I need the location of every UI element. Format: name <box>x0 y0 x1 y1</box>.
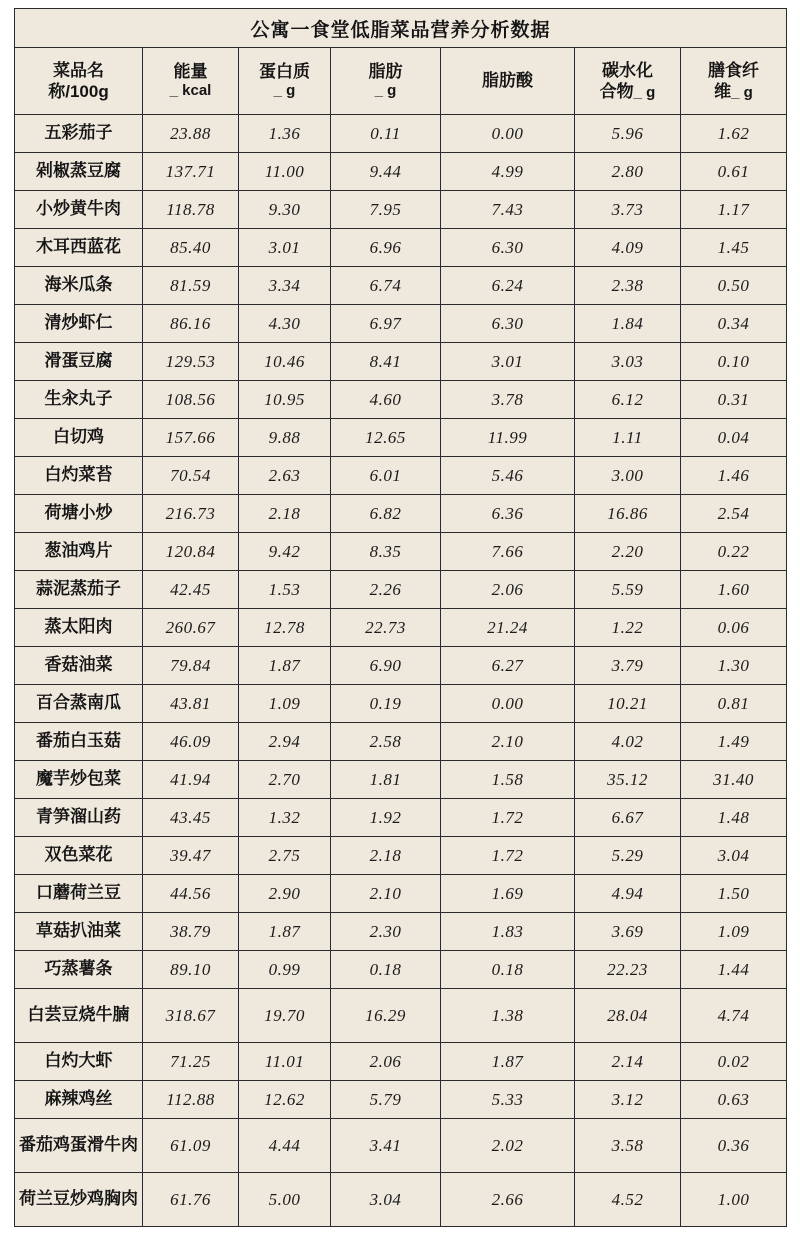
cell-dish-name: 荷兰豆炒鸡胸肉 <box>15 1173 143 1227</box>
cell-carbs: 6.12 <box>575 381 681 419</box>
cell-protein: 5.00 <box>239 1173 331 1227</box>
cell-fiber: 0.50 <box>681 267 787 305</box>
cell-energy: 44.56 <box>143 875 239 913</box>
column-header-protein-line1: 蛋白质 <box>259 62 310 81</box>
table-body <box>15 115 787 1227</box>
cell-fat: 0.19 <box>331 685 441 723</box>
cell-fat: 6.01 <box>331 457 441 495</box>
cell-carbs: 28.04 <box>575 989 681 1043</box>
column-header-fat <box>331 48 441 115</box>
cell-fiber: 0.34 <box>681 305 787 343</box>
cell-dish-name: 海米瓜条 <box>15 267 143 305</box>
cell-dish-name: 剁椒蒸豆腐 <box>15 153 143 191</box>
page-title: 公寓一食堂低脂菜品营养分析数据 <box>15 9 787 48</box>
table-row <box>15 571 787 609</box>
cell-dish-name: 双色菜花 <box>15 837 143 875</box>
cell-fatty-acid: 2.06 <box>441 571 575 609</box>
column-header-carbs-line1: 碳水化 <box>602 60 653 80</box>
cell-fat: 1.81 <box>331 761 441 799</box>
cell-dish-name: 荷塘小炒 <box>15 495 143 533</box>
cell-dish-name: 百合蒸南瓜 <box>15 685 143 723</box>
cell-carbs: 2.20 <box>575 533 681 571</box>
table-row <box>15 1081 787 1119</box>
cell-fiber: 1.50 <box>681 875 787 913</box>
cell-dish-name: 生汆丸子 <box>15 381 143 419</box>
cell-fiber: 1.30 <box>681 647 787 685</box>
table-row <box>15 495 787 533</box>
cell-energy: 86.16 <box>143 305 239 343</box>
column-header-energy-unit: _ kcal <box>169 82 212 100</box>
cell-protein: 3.34 <box>239 267 331 305</box>
cell-dish-name: 木耳西蓝花 <box>15 229 143 267</box>
cell-protein: 1.32 <box>239 799 331 837</box>
cell-fatty-acid: 1.38 <box>441 989 575 1043</box>
cell-fat: 2.58 <box>331 723 441 761</box>
cell-protein: 9.88 <box>239 419 331 457</box>
cell-energy: 46.09 <box>143 723 239 761</box>
cell-carbs: 35.12 <box>575 761 681 799</box>
table-row <box>15 305 787 343</box>
table-row <box>15 533 787 571</box>
cell-fatty-acid: 1.87 <box>441 1043 575 1081</box>
column-header-dish-line2: 称/100g <box>48 82 109 101</box>
cell-protein: 2.18 <box>239 495 331 533</box>
cell-protein: 12.78 <box>239 609 331 647</box>
cell-dish-name: 麻辣鸡丝 <box>15 1081 143 1119</box>
cell-energy: 61.09 <box>143 1119 239 1173</box>
cell-fiber: 0.04 <box>681 419 787 457</box>
cell-carbs: 3.69 <box>575 913 681 951</box>
cell-energy: 39.47 <box>143 837 239 875</box>
cell-protein: 2.70 <box>239 761 331 799</box>
cell-fiber: 1.00 <box>681 1173 787 1227</box>
cell-energy: 38.79 <box>143 913 239 951</box>
table-row <box>15 153 787 191</box>
cell-fat: 6.97 <box>331 305 441 343</box>
column-header-fatty-acid-line1: 脂肪酸 <box>482 71 533 91</box>
cell-fat: 5.79 <box>331 1081 441 1119</box>
table-row <box>15 951 787 989</box>
cell-protein: 11.01 <box>239 1043 331 1081</box>
cell-protein: 1.53 <box>239 571 331 609</box>
cell-fatty-acid: 6.36 <box>441 495 575 533</box>
table-row <box>15 913 787 951</box>
cell-fat: 0.11 <box>331 115 441 153</box>
cell-fiber: 0.61 <box>681 153 787 191</box>
column-header-dish-line1: 菜品名 <box>53 60 104 80</box>
cell-dish-name: 清炒虾仁 <box>15 305 143 343</box>
cell-protein: 4.44 <box>239 1119 331 1173</box>
cell-fat: 16.29 <box>331 989 441 1043</box>
cell-fatty-acid: 1.72 <box>441 799 575 837</box>
cell-carbs: 4.09 <box>575 229 681 267</box>
cell-fatty-acid: 1.69 <box>441 875 575 913</box>
cell-fiber: 0.36 <box>681 1119 787 1173</box>
column-header-carbs <box>575 48 681 115</box>
cell-energy: 43.45 <box>143 799 239 837</box>
table-row <box>15 723 787 761</box>
cell-protein: 1.87 <box>239 913 331 951</box>
cell-fat: 6.74 <box>331 267 441 305</box>
table-row <box>15 647 787 685</box>
cell-dish-name: 青笋溜山药 <box>15 799 143 837</box>
cell-fatty-acid: 1.72 <box>441 837 575 875</box>
cell-dish-name: 魔芋炒包菜 <box>15 761 143 799</box>
cell-fat: 6.90 <box>331 647 441 685</box>
cell-fat: 6.82 <box>331 495 441 533</box>
cell-energy: 260.67 <box>143 609 239 647</box>
cell-energy: 81.59 <box>143 267 239 305</box>
cell-dish-name: 白芸豆烧牛腩 <box>15 989 143 1043</box>
cell-dish-name: 滑蛋豆腐 <box>15 343 143 381</box>
column-header-carbs-line2: 合物_ g <box>599 81 656 101</box>
cell-carbs: 3.12 <box>575 1081 681 1119</box>
cell-fat: 8.35 <box>331 533 441 571</box>
cell-protein: 1.09 <box>239 685 331 723</box>
table-row <box>15 267 787 305</box>
cell-carbs: 1.84 <box>575 305 681 343</box>
table-row <box>15 1043 787 1081</box>
column-header-fatty-acid <box>441 48 575 115</box>
cell-dish-name: 白切鸡 <box>15 419 143 457</box>
column-header-fat-line1: 脂肪 <box>368 62 403 81</box>
cell-fat: 12.65 <box>331 419 441 457</box>
cell-fiber: 1.44 <box>681 951 787 989</box>
cell-fat: 2.26 <box>331 571 441 609</box>
cell-fiber: 0.22 <box>681 533 787 571</box>
cell-fiber: 1.62 <box>681 115 787 153</box>
cell-carbs: 5.96 <box>575 115 681 153</box>
cell-fiber: 0.63 <box>681 1081 787 1119</box>
cell-energy: 118.78 <box>143 191 239 229</box>
cell-fat: 6.96 <box>331 229 441 267</box>
table-row <box>15 799 787 837</box>
column-header-fiber-line1: 膳食纤 <box>708 60 759 80</box>
cell-energy: 318.67 <box>143 989 239 1043</box>
cell-fat: 2.10 <box>331 875 441 913</box>
cell-protein: 11.00 <box>239 153 331 191</box>
cell-fat: 2.18 <box>331 837 441 875</box>
cell-energy: 129.53 <box>143 343 239 381</box>
cell-fatty-acid: 2.66 <box>441 1173 575 1227</box>
cell-protein: 10.46 <box>239 343 331 381</box>
column-header-energy <box>143 48 239 115</box>
cell-fat: 9.44 <box>331 153 441 191</box>
cell-fat: 2.30 <box>331 913 441 951</box>
cell-energy: 85.40 <box>143 229 239 267</box>
cell-energy: 23.88 <box>143 115 239 153</box>
table-row <box>15 381 787 419</box>
table-row <box>15 229 787 267</box>
table-row <box>15 419 787 457</box>
cell-energy: 108.56 <box>143 381 239 419</box>
cell-fatty-acid: 2.02 <box>441 1119 575 1173</box>
cell-fiber: 0.06 <box>681 609 787 647</box>
cell-fiber: 0.02 <box>681 1043 787 1081</box>
cell-carbs: 3.00 <box>575 457 681 495</box>
cell-carbs: 2.14 <box>575 1043 681 1081</box>
cell-fiber: 1.45 <box>681 229 787 267</box>
cell-fatty-acid: 0.00 <box>441 685 575 723</box>
cell-carbs: 22.23 <box>575 951 681 989</box>
cell-fatty-acid: 21.24 <box>441 609 575 647</box>
cell-fat: 3.04 <box>331 1173 441 1227</box>
cell-energy: 41.94 <box>143 761 239 799</box>
cell-carbs: 6.67 <box>575 799 681 837</box>
column-header-fat-unit: _ g <box>374 82 397 100</box>
cell-carbs: 16.86 <box>575 495 681 533</box>
cell-fat: 22.73 <box>331 609 441 647</box>
cell-carbs: 1.11 <box>575 419 681 457</box>
cell-dish-name: 草菇扒油菜 <box>15 913 143 951</box>
cell-energy: 43.81 <box>143 685 239 723</box>
table-row <box>15 457 787 495</box>
cell-fatty-acid: 6.30 <box>441 305 575 343</box>
cell-protein: 1.36 <box>239 115 331 153</box>
cell-energy: 61.76 <box>143 1173 239 1227</box>
cell-protein: 2.75 <box>239 837 331 875</box>
cell-dish-name: 番茄鸡蛋滑牛肉 <box>15 1119 143 1173</box>
cell-fatty-acid: 0.18 <box>441 951 575 989</box>
cell-fatty-acid: 2.10 <box>441 723 575 761</box>
cell-fatty-acid: 6.24 <box>441 267 575 305</box>
table-row <box>15 685 787 723</box>
cell-fiber: 1.60 <box>681 571 787 609</box>
cell-fiber: 1.17 <box>681 191 787 229</box>
cell-dish-name: 蒜泥蒸茄子 <box>15 571 143 609</box>
table-title-row <box>15 9 787 48</box>
column-header-protein-unit: _ g <box>273 82 296 100</box>
cell-energy: 120.84 <box>143 533 239 571</box>
cell-fatty-acid: 6.30 <box>441 229 575 267</box>
table-header-row <box>15 48 787 115</box>
column-header-fiber <box>681 48 787 115</box>
cell-fatty-acid: 5.33 <box>441 1081 575 1119</box>
cell-fiber: 1.48 <box>681 799 787 837</box>
cell-protein: 0.99 <box>239 951 331 989</box>
cell-fatty-acid: 3.01 <box>441 343 575 381</box>
cell-fat: 1.92 <box>331 799 441 837</box>
cell-fatty-acid: 1.83 <box>441 913 575 951</box>
cell-protein: 2.63 <box>239 457 331 495</box>
cell-fat: 7.95 <box>331 191 441 229</box>
cell-fatty-acid: 3.78 <box>441 381 575 419</box>
cell-energy: 70.54 <box>143 457 239 495</box>
table-row <box>15 343 787 381</box>
cell-dish-name: 白灼菜苔 <box>15 457 143 495</box>
cell-dish-name: 小炒黄牛肉 <box>15 191 143 229</box>
cell-energy: 137.71 <box>143 153 239 191</box>
cell-protein: 9.30 <box>239 191 331 229</box>
cell-carbs: 2.80 <box>575 153 681 191</box>
cell-dish-name: 番茄白玉菇 <box>15 723 143 761</box>
cell-carbs: 4.52 <box>575 1173 681 1227</box>
cell-fatty-acid: 11.99 <box>441 419 575 457</box>
cell-fat: 0.18 <box>331 951 441 989</box>
cell-protein: 12.62 <box>239 1081 331 1119</box>
cell-fat: 4.60 <box>331 381 441 419</box>
cell-fatty-acid: 6.27 <box>441 647 575 685</box>
cell-carbs: 10.21 <box>575 685 681 723</box>
nutrition-table <box>14 8 787 1227</box>
cell-protein: 4.30 <box>239 305 331 343</box>
cell-protein: 1.87 <box>239 647 331 685</box>
cell-energy: 71.25 <box>143 1043 239 1081</box>
cell-energy: 42.45 <box>143 571 239 609</box>
cell-fatty-acid: 1.58 <box>441 761 575 799</box>
cell-protein: 19.70 <box>239 989 331 1043</box>
cell-fatty-acid: 0.00 <box>441 115 575 153</box>
cell-carbs: 4.02 <box>575 723 681 761</box>
table-row <box>15 115 787 153</box>
cell-energy: 157.66 <box>143 419 239 457</box>
cell-fiber: 0.31 <box>681 381 787 419</box>
cell-carbs: 3.58 <box>575 1119 681 1173</box>
cell-dish-name: 蒸太阳肉 <box>15 609 143 647</box>
cell-carbs: 1.22 <box>575 609 681 647</box>
cell-protein: 2.90 <box>239 875 331 913</box>
cell-fiber: 1.46 <box>681 457 787 495</box>
cell-dish-name: 巧蒸薯条 <box>15 951 143 989</box>
cell-carbs: 3.03 <box>575 343 681 381</box>
table-row <box>15 191 787 229</box>
column-header-dish <box>15 48 143 115</box>
cell-energy: 216.73 <box>143 495 239 533</box>
cell-dish-name: 口蘑荷兰豆 <box>15 875 143 913</box>
cell-fiber: 0.10 <box>681 343 787 381</box>
cell-protein: 10.95 <box>239 381 331 419</box>
cell-fiber: 1.49 <box>681 723 787 761</box>
cell-fiber: 31.40 <box>681 761 787 799</box>
table-row <box>15 1119 787 1173</box>
column-header-protein <box>239 48 331 115</box>
cell-carbs: 3.79 <box>575 647 681 685</box>
cell-dish-name: 香菇油菜 <box>15 647 143 685</box>
cell-fiber: 4.74 <box>681 989 787 1043</box>
table-row <box>15 875 787 913</box>
table-row <box>15 761 787 799</box>
table-row <box>15 609 787 647</box>
cell-protein: 9.42 <box>239 533 331 571</box>
cell-fat: 2.06 <box>331 1043 441 1081</box>
cell-fiber: 0.81 <box>681 685 787 723</box>
cell-carbs: 2.38 <box>575 267 681 305</box>
table-row <box>15 989 787 1043</box>
cell-carbs: 3.73 <box>575 191 681 229</box>
table-row <box>15 1173 787 1227</box>
column-header-fiber-line2: 维_ g <box>714 81 753 101</box>
cell-fatty-acid: 4.99 <box>441 153 575 191</box>
cell-fatty-acid: 7.66 <box>441 533 575 571</box>
cell-dish-name: 白灼大虾 <box>15 1043 143 1081</box>
table-row <box>15 837 787 875</box>
cell-carbs: 4.94 <box>575 875 681 913</box>
cell-fatty-acid: 5.46 <box>441 457 575 495</box>
cell-energy: 79.84 <box>143 647 239 685</box>
cell-fatty-acid: 7.43 <box>441 191 575 229</box>
cell-energy: 89.10 <box>143 951 239 989</box>
cell-fiber: 1.09 <box>681 913 787 951</box>
column-header-energy-line1: 能量 <box>173 62 208 81</box>
cell-dish-name: 葱油鸡片 <box>15 533 143 571</box>
cell-dish-name: 五彩茄子 <box>15 115 143 153</box>
cell-carbs: 5.59 <box>575 571 681 609</box>
cell-fat: 3.41 <box>331 1119 441 1173</box>
cell-fiber: 2.54 <box>681 495 787 533</box>
cell-protein: 3.01 <box>239 229 331 267</box>
cell-carbs: 5.29 <box>575 837 681 875</box>
cell-protein: 2.94 <box>239 723 331 761</box>
cell-energy: 112.88 <box>143 1081 239 1119</box>
cell-fat: 8.41 <box>331 343 441 381</box>
cell-fiber: 3.04 <box>681 837 787 875</box>
